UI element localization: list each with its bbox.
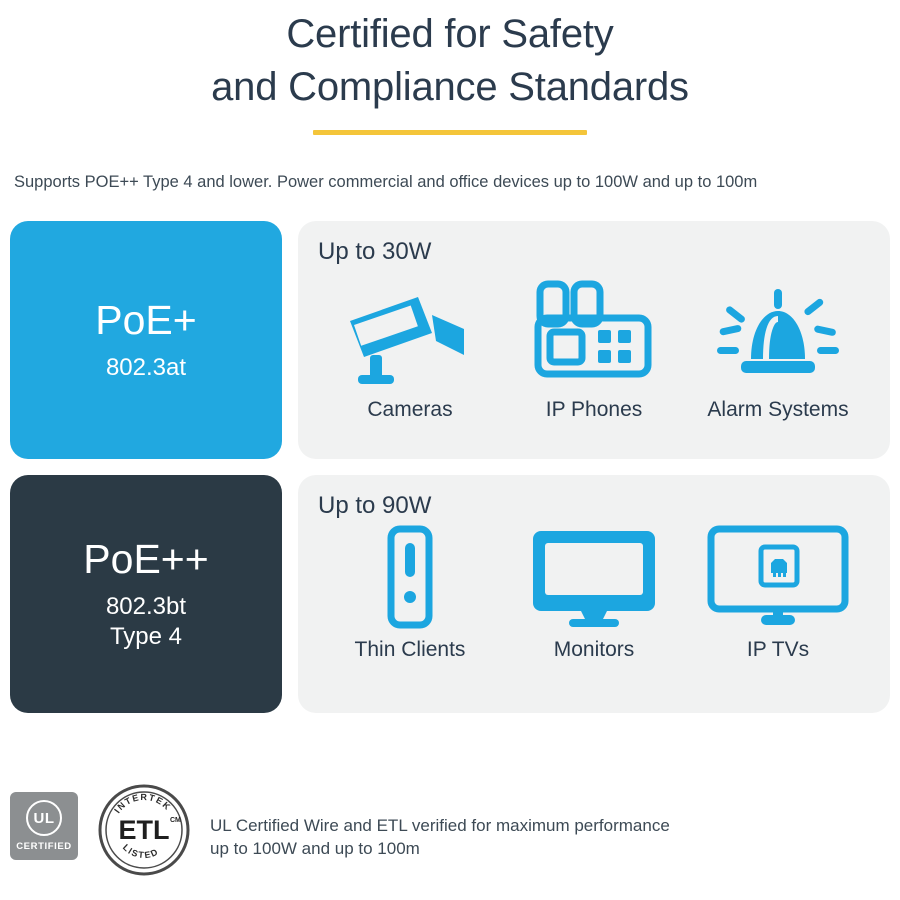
device-list — [318, 525, 870, 663]
ul-certified-label: CERTIFIED — [16, 841, 72, 852]
title-underline — [313, 130, 587, 135]
thin-client-icon — [375, 525, 445, 629]
device-label: Monitors — [553, 638, 635, 661]
badge-title: PoE+ — [95, 297, 197, 343]
device-item-monitors — [502, 525, 686, 663]
poe-row — [10, 475, 890, 713]
device-list — [318, 271, 870, 423]
header — [10, 0, 890, 193]
ul-certified-badge — [10, 792, 78, 860]
badge-standard: 802.3bt — [105, 593, 187, 620]
footer-description-line-1: UL Certified Wire and ETL verified for maximum performance — [210, 816, 670, 835]
power-label: Up to 90W — [318, 492, 432, 519]
svg-text:INTERTEK — [112, 792, 173, 815]
etl-top-text: INTERTEK — [112, 791, 174, 816]
poe-row — [10, 221, 890, 459]
device-label: Cameras — [367, 398, 453, 421]
device-item-cameras — [318, 271, 502, 423]
badge-type: Type 4 — [109, 623, 183, 650]
device-label: IP TVs — [746, 638, 810, 661]
etl-corner-text: CM — [170, 817, 181, 824]
etl-bottom-text: LISTED — [120, 842, 161, 861]
device-item-alarm-systems — [686, 271, 870, 423]
device-item-thin-clients — [318, 525, 502, 663]
page-title-line-2: and Compliance Standards — [211, 65, 689, 109]
certification-footer — [10, 792, 890, 878]
poe-rows — [10, 221, 890, 713]
ip-phone-icon — [528, 271, 660, 389]
footer-description — [210, 792, 670, 860]
power-label: Up to 30W — [318, 238, 432, 265]
poe-plus-badge — [10, 221, 282, 459]
page-title-line-1: Certified for Safety — [286, 12, 614, 56]
device-item-ip-tvs — [686, 525, 870, 663]
poe-plus-plus-devices-panel — [298, 475, 890, 713]
device-item-ip-phones — [502, 271, 686, 423]
badge-standard: 802.3at — [105, 354, 187, 381]
poe-plus-plus-badge — [10, 475, 282, 713]
device-label: Alarm Systems — [707, 398, 849, 421]
monitor-icon — [525, 525, 663, 629]
footer-description-line-2: up to 100W and up to 100m — [210, 839, 420, 858]
device-label: Thin Clients — [354, 638, 466, 661]
ul-mark-text: UL — [26, 800, 62, 836]
etl-mark-text: ETL — [118, 815, 170, 845]
alarm-light-icon — [703, 271, 853, 389]
ip-tv-icon — [703, 525, 853, 629]
badge-title: PoE++ — [83, 536, 209, 582]
camera-icon — [340, 271, 480, 389]
device-label: IP Phones — [545, 398, 643, 421]
etl-listed-badge — [96, 782, 192, 878]
subtitle: Supports POE++ Type 4 and lower. Power commercial and office devices up to 100W and up to 100m — [14, 173, 758, 191]
poe-plus-devices-panel — [298, 221, 890, 459]
